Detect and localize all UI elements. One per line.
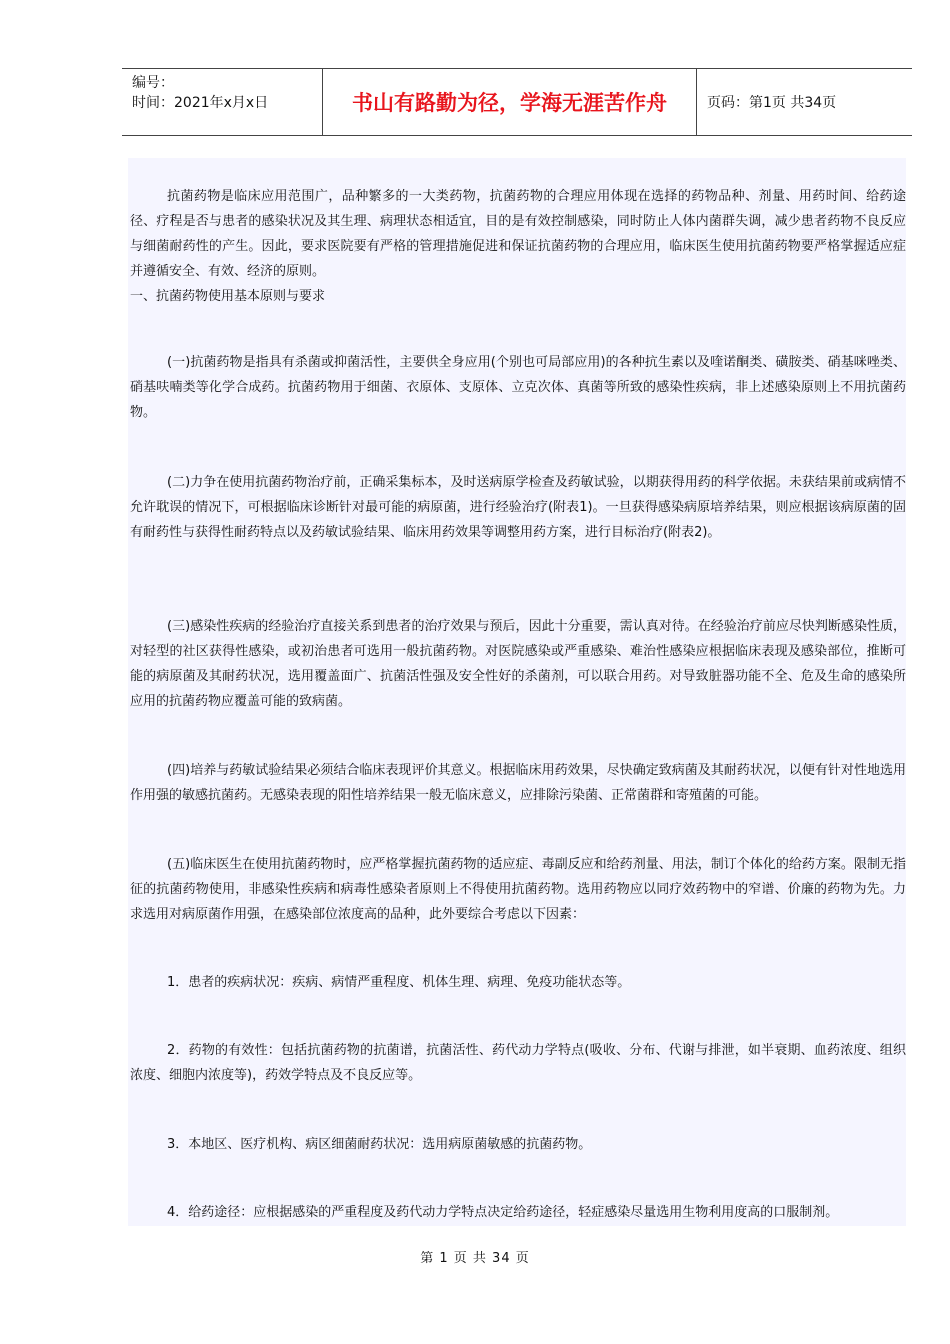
principle-1-paragraph: (一)抗菌药物是指具有杀菌或抑菌活性，主要供全身应用(个别也可局部应用)的各种抗生素以及喹诺酮类、磺胺类、硝基咪唑类、硝基呋喃类等化学合成药。抗菌药物用于细菌、衣原体、支原体、立克次体、真菌等所致的感染性疾病，非上述感染原则上不用抗菌药物。: [130, 355, 906, 420]
factor-1-paragraph: 1．患者的疾病状况：疾病、病情严重程度、机体生理、病理、免疫功能状态等。: [167, 975, 631, 990]
factor-2-paragraph: 2．药物的有效性：包括抗菌药物的抗菌谱，抗菌活性、药代动力学特点(吸收、分布、代谢与排泄，如半衰期、血药浓度、组织浓度、细胞内浓度等)，药效学特点及不良反应等。: [130, 1043, 906, 1083]
page-footer: 第 1 页 共 34 页: [420, 1251, 530, 1266]
document-time-label: 时间：2021年x月x日: [132, 95, 269, 111]
header-motto-cell: [323, 69, 697, 135]
header-page-info: 页码：第1页 共34页: [707, 95, 837, 111]
document-header: [122, 68, 912, 136]
factor-3-paragraph: 3．本地区、医疗机构、病区细菌耐药状况：选用病原菌敏感的抗菌药物。: [167, 1137, 592, 1152]
header-page-cell: [697, 69, 912, 135]
factor-4-paragraph: 4．给药途径：应根据感染的严重程度及药代动力学特点决定给药途径，轻症感染尽量选用生物利用度高的口服制剂。: [167, 1205, 839, 1220]
intro-paragraph: 抗菌药物是临床应用范围广，品种繁多的一大类药物，抗菌药物的合理应用体现在选择的药物品种、剂量、用药时间、给药途径、疗程是否与患者的感染状况及其生理、病理状态相适宜，目的是有效控制感染，同时防止人体内菌群失调，减少患者药物不良反应与细菌耐药性的产生。因此，要求医院要有严格的管理措施促进和保证抗菌药物的合理应用，临床医生使用抗菌药物要严格掌握适应症并遵循安全、有效、经济的原则。: [130, 189, 906, 279]
section-heading: 一、抗菌药物使用基本原则与要求: [130, 289, 326, 304]
principle-2-paragraph: (二)力争在使用抗菌药物治疗前，正确采集标本，及时送病原学检查及药敏试验，以期获得用药的科学依据。未获结果前或病情不允许耽误的情况下，可根据临床诊断针对最可能的病原菌，进行经验治疗(附表1)。一旦获得感染病原培养结果，则应根据该病原菌的固有耐药性与获得性耐药特点以及药敏试验结果、临床用药效果等调整用药方案，进行目标治疗(附表2)。: [130, 475, 906, 540]
document-body: [128, 158, 906, 1226]
principle-4-paragraph: (四)培养与药敏试验结果必须结合临床表现评价其意义。根据临床用药效果，尽快确定致病菌及其耐药状况，以便有针对性地选用作用强的敏感抗菌药。无感染表现的阳性培养结果一般无临床意义，应排除污染菌、正常菌群和寄殖菌的可能。: [130, 763, 906, 803]
principle-3-paragraph: (三)感染性疾病的经验治疗直接关系到患者的治疗效果与预后，因此十分重要，需认真对待。在经验治疗前应尽快判断感染性质，对轻型的社区获得性感染，或初治患者可选用一般抗菌药物。对医院感染或严重感染、难治性感染应根据临床表现及感染部位，推断可能的病原菌及其耐药状况，选用覆盖面广、抗菌活性强及安全性好的杀菌剂，可以联合用药。对导致脏器功能不全、危及生命的感染所应用的抗菌药物应覆盖可能的致病菌。: [130, 619, 906, 709]
document-number-label: 编号：: [132, 75, 174, 91]
header-meta-cell: [122, 69, 323, 135]
header-motto: 书山有路勤为径，学海无涯苦作舟: [352, 91, 667, 115]
principle-5-paragraph: (五)临床医生在使用抗菌药物时，应严格掌握抗菌药物的适应症、毒副反应和给药剂量、用法，制订个体化的给药方案。限制无指征的抗菌药物使用，非感染性疾病和病毒性感染者原则上不得使用抗菌药物。选用药物应以同疗效药物中的窄谱、价廉的药物为先。力求选用对病原菌作用强，在感染部位浓度高的品种，此外要综合考虑以下因素：: [130, 857, 906, 922]
